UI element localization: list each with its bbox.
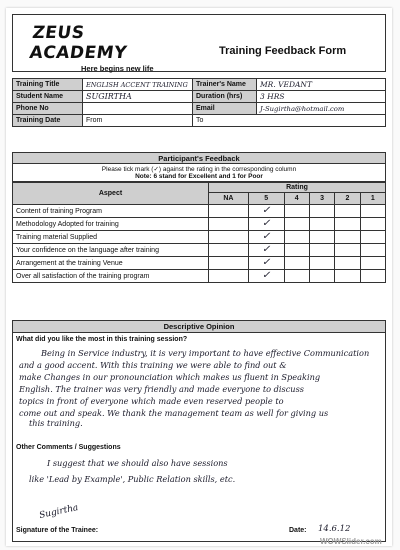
aspect-label: Content of training Program bbox=[13, 205, 209, 218]
comments-text bbox=[19, 455, 384, 487]
rating-cell-1[interactable] bbox=[360, 205, 385, 218]
training-date-label: Training Date bbox=[13, 115, 83, 127]
rating-cell-1[interactable] bbox=[360, 244, 385, 257]
rating-cell-3[interactable] bbox=[309, 231, 334, 244]
rating-row bbox=[13, 270, 386, 283]
from-field bbox=[83, 115, 193, 127]
col-2: 2 bbox=[335, 193, 360, 205]
opinion-title: Descriptive Opinion bbox=[13, 321, 385, 333]
answer-line: and a good accent. With this training we were able to find out & bbox=[19, 360, 287, 370]
rating-cell-5[interactable] bbox=[248, 270, 284, 283]
aspect-header: Aspect bbox=[13, 183, 209, 205]
rating-cell-3[interactable] bbox=[309, 244, 334, 257]
rating-cell-5[interactable] bbox=[248, 218, 284, 231]
header bbox=[12, 14, 386, 72]
rating-cell-1[interactable] bbox=[360, 257, 385, 270]
email-value: J-Sugirtha@hotmail.com bbox=[257, 103, 386, 115]
signature-label: Signature of the Trainee: bbox=[16, 527, 99, 534]
rating-cell-na[interactable] bbox=[209, 231, 249, 244]
col-1: 1 bbox=[360, 193, 385, 205]
info-row-date bbox=[13, 115, 386, 127]
col-3: 3 bbox=[309, 193, 334, 205]
rating-cell-na[interactable] bbox=[209, 270, 249, 283]
answer-line: make Changes in our pronounciation which makes us fluent in Speaking bbox=[19, 372, 321, 382]
col-na: NA bbox=[209, 193, 249, 205]
rating-cell-1[interactable] bbox=[360, 270, 385, 283]
feedback-section bbox=[12, 152, 386, 283]
phone-label: Phone No bbox=[13, 103, 83, 115]
aspect-label: Methodology Adopted for training bbox=[13, 218, 209, 231]
rating-header: Rating bbox=[209, 183, 386, 193]
rating-cell-3[interactable] bbox=[309, 270, 334, 283]
rating-cell-1[interactable] bbox=[360, 218, 385, 231]
student-name-value: SUGIRTHA bbox=[83, 91, 193, 103]
feedback-note: Note: 6 stand for Excellent and 1 for Poor bbox=[135, 173, 263, 180]
rating-cell-5[interactable] bbox=[248, 244, 284, 257]
logo-tagline: Here begins new life bbox=[81, 64, 154, 73]
tick-mark-icon: ✓ bbox=[261, 218, 271, 229]
rating-cell-4[interactable] bbox=[284, 244, 309, 257]
info-table bbox=[12, 78, 386, 127]
rating-cell-1[interactable] bbox=[360, 231, 385, 244]
rating-cell-5[interactable] bbox=[248, 231, 284, 244]
col-4: 4 bbox=[284, 193, 309, 205]
rating-cell-2[interactable] bbox=[335, 205, 360, 218]
form-page bbox=[6, 8, 392, 546]
to-field bbox=[193, 115, 386, 127]
rating-row bbox=[13, 244, 386, 257]
answer-line: English. The trainer was very friendly and made everyone to discuss bbox=[19, 384, 304, 394]
logo-text: ZEUS ACADEMY bbox=[28, 23, 129, 63]
comment-line: I suggest that we should also have sessions bbox=[47, 458, 228, 468]
logo bbox=[28, 23, 181, 73]
from-label: From bbox=[86, 117, 103, 124]
rating-cell-na[interactable] bbox=[209, 218, 249, 231]
rating-cell-2[interactable] bbox=[335, 244, 360, 257]
rating-row bbox=[13, 231, 386, 244]
date-value: 14.6.12 bbox=[318, 524, 351, 534]
rating-cell-5[interactable] bbox=[248, 205, 284, 218]
rating-row bbox=[13, 205, 386, 218]
rating-cell-2[interactable] bbox=[335, 257, 360, 270]
rating-row bbox=[13, 218, 386, 231]
aspect-label: Your confidence on the language after training bbox=[13, 244, 209, 257]
answer-line: come out and speak. We thank the management team as well for giving us bbox=[19, 408, 329, 418]
to-label: To bbox=[196, 117, 204, 124]
rating-cell-4[interactable] bbox=[284, 231, 309, 244]
aspect-label: Over all satisfaction of the training program bbox=[13, 270, 209, 283]
opinion-section bbox=[12, 320, 386, 542]
rating-cell-2[interactable] bbox=[335, 231, 360, 244]
rating-cell-3[interactable] bbox=[309, 205, 334, 218]
rating-cell-4[interactable] bbox=[284, 218, 309, 231]
answer-line: topics in front of everyone which made even reserved people to bbox=[19, 396, 284, 406]
rating-cell-4[interactable] bbox=[284, 257, 309, 270]
tick-mark-icon: ✓ bbox=[261, 257, 271, 268]
phone-value bbox=[83, 103, 193, 115]
duration-label: Duration (hrs) bbox=[193, 91, 257, 103]
student-name-label: Student Name bbox=[13, 91, 83, 103]
rating-cell-5[interactable] bbox=[248, 257, 284, 270]
signature-value: Sugirtha bbox=[38, 502, 80, 522]
form-title: Training Feedback Form bbox=[219, 45, 347, 57]
training-title-label: Training Title bbox=[13, 79, 83, 91]
trainer-name-value: MR. VEDANT bbox=[257, 79, 386, 91]
rating-cell-na[interactable] bbox=[209, 205, 249, 218]
rating-cell-2[interactable] bbox=[335, 270, 360, 283]
rating-cell-4[interactable] bbox=[284, 205, 309, 218]
rating-cell-4[interactable] bbox=[284, 270, 309, 283]
aspect-label: Training material Supplied bbox=[13, 231, 209, 244]
rating-cell-na[interactable] bbox=[209, 244, 249, 257]
aspect-label: Arrangement at the training Venue bbox=[13, 257, 209, 270]
rating-table bbox=[12, 182, 386, 283]
tick-mark-icon: ✓ bbox=[261, 270, 271, 281]
training-title-value: ENGLISH ACCENT TRAINING bbox=[83, 79, 193, 91]
feedback-title: Participant's Feedback bbox=[12, 152, 386, 164]
watermark: WOWSlider.com bbox=[320, 537, 382, 546]
comments-label: Other Comments / Suggestions bbox=[16, 444, 121, 451]
rating-row bbox=[13, 257, 386, 270]
feedback-instruction: Please tick mark (✓) against the rating in the corresponding column bbox=[101, 166, 297, 173]
tick-mark-icon: ✓ bbox=[261, 244, 271, 255]
rating-cell-3[interactable] bbox=[309, 257, 334, 270]
answer-line: this training. bbox=[29, 418, 83, 428]
info-row-student bbox=[13, 91, 386, 103]
email-label: Email bbox=[193, 103, 257, 115]
tick-mark-icon: ✓ bbox=[261, 231, 271, 242]
opinion-question: What did you like the most in this training session? bbox=[16, 336, 188, 343]
rating-header-row bbox=[13, 183, 386, 193]
answer-line: Being in Service industry, it is very important to have effective Communication bbox=[41, 348, 370, 358]
opinion-answer bbox=[19, 347, 384, 427]
info-row-phone bbox=[13, 103, 386, 115]
rating-cell-2[interactable] bbox=[335, 218, 360, 231]
col-5: 5 bbox=[248, 193, 284, 205]
comment-line: like 'Lead by Example', Public Relation skills, etc. bbox=[29, 474, 236, 484]
info-row-title bbox=[13, 79, 386, 91]
rating-cell-na[interactable] bbox=[209, 257, 249, 270]
date-label: Date: bbox=[289, 527, 307, 534]
tick-mark-icon: ✓ bbox=[261, 205, 271, 216]
feedback-instruction-box bbox=[12, 164, 386, 182]
duration-value: 3 HRS bbox=[257, 91, 386, 103]
rating-cell-3[interactable] bbox=[309, 218, 334, 231]
trainer-name-label: Trainer's Name bbox=[193, 79, 257, 91]
